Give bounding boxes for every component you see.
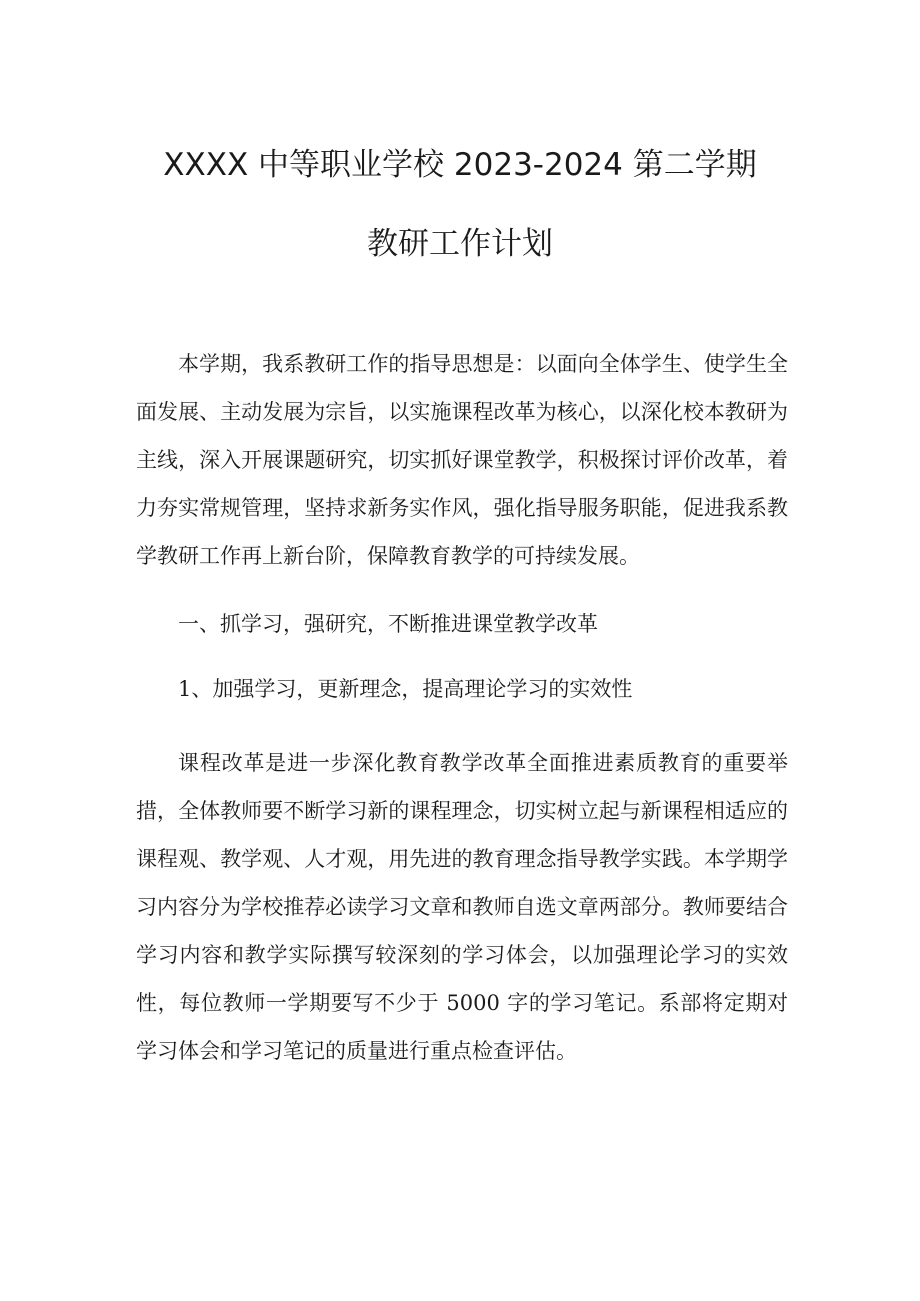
subsection-1-heading: 1、加强学习，更新理念，提高理论学习的实效性: [178, 677, 633, 701]
intro-paragraph: 本学期，我系教研工作的指导思想是：以面向全体学生、使学生全面发展、主动发展为宗旨，以实施课程改革为核心，以深化校本教研为主线，深入开展课题研究，切实抓好课堂教学，积极探讨评价改革，着力夯实常规管理，坚持求新务实作风，强化指导服务职能，促进我系教学教研工作再上新台阶，保障教育教学的可持续发展。: [136, 352, 788, 568]
subsection-1-paragraph: 课程改革是进一步深化教育教学改革全面推进素质教育的重要举措，全体教师要不断学习新的课程理念，切实树立起与新课程相适应的课程观、教学观、人才观，用先进的教育理念指导教学实践。本学期学习内容分为学校推荐必读学习文章和教师自选文章两部分。教师要结合学习内容和教学实际撰写较深刻的学习体会，以加强理论学习的实效性，每位教师一学期要写不少于 5000 字的学习笔记。系部将定期对学习体会和学习笔记的质量进行重点检查评估。: [136, 751, 788, 1063]
document-title-line-2: 教研工作计划: [367, 226, 553, 262]
document-title-line-1: XXXX 中等职业学校 2023-2024 第二学期: [163, 147, 757, 183]
section-1-heading: 一、抓学习，强研究，不断推进课堂教学改革: [178, 612, 598, 636]
document-body: [136, 340, 788, 1075]
